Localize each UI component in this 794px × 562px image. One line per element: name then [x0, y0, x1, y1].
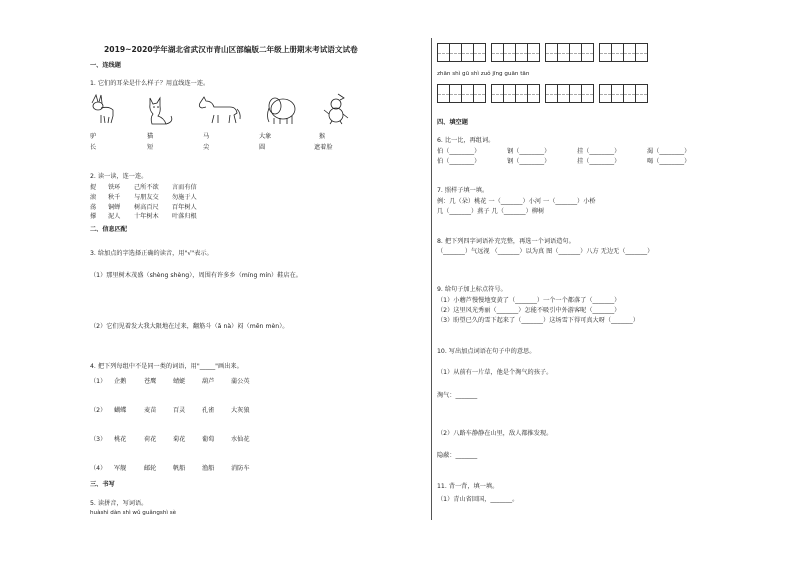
writing-grid-bottom	[437, 84, 648, 103]
question-2-prompt: 2. 读一读，连一连。	[90, 173, 148, 180]
q2-cell: 泥人	[108, 213, 121, 221]
q4-row-1	[90, 378, 250, 386]
animal-name-2: 猫	[147, 133, 154, 140]
q2-cell: 铁环	[108, 184, 121, 191]
q4-cell: 帆船	[173, 465, 186, 472]
q4-cell: 菊花	[173, 436, 186, 443]
q2-cell: 百年树人	[172, 203, 197, 211]
section-heading-4: 四、填空题	[437, 119, 468, 126]
q4-cell: 麦苗	[144, 407, 157, 414]
q4-row-2	[90, 407, 250, 415]
question-3-prompt: 3. 给加点的字选择正确的读音，用"√"表示。	[90, 250, 213, 257]
horse-icon	[196, 95, 242, 125]
q4-cell: 葡萄	[202, 436, 215, 443]
q4-cell: 大灰狼	[231, 407, 250, 414]
question-11-item-1: （1）青山省回国，_______。	[437, 496, 519, 503]
monkey-icon	[320, 92, 352, 126]
q2-cell: 十年树木	[134, 213, 159, 221]
q2-cell: 树高百尺	[134, 203, 159, 211]
q2-cell: 荡	[90, 203, 97, 211]
column-divider	[431, 38, 432, 520]
question-6-prompt: 6. 比一比，再组词。	[437, 137, 495, 144]
writing-grid-top	[437, 43, 648, 62]
question-7-line-1: 例：几（朵）桃花 一（_______）小河 一（_______）小桥	[437, 198, 596, 205]
q4-cell: 水仙花	[231, 436, 250, 443]
q2-row	[90, 183, 197, 193]
question-10-answer-2: 隐蔽：_______	[437, 452, 478, 459]
q6-cell: 渴（________）	[647, 148, 691, 155]
q2-row	[90, 212, 197, 222]
q2-cell: 叶落归根	[172, 213, 197, 221]
q6-cell: 挂（________）	[577, 148, 621, 155]
writing-box[interactable]	[491, 84, 540, 103]
ear-shape-4: 圆	[259, 144, 266, 151]
question-10-item-1: （1）从前有一片草，他是个淘气的孩子。	[437, 369, 553, 376]
question-8-prompt: 8. 把下列四字词语补充完整，再选一个词语造句。	[437, 238, 575, 245]
question-7-line-2: 几（_______）燕子 几（_______）柳树	[437, 208, 545, 215]
q2-cell: 捉	[90, 184, 97, 191]
question-3-item-2: （2）它们见着发大我大限地在过来，翻筋斗（ǎ nà）闷（mēn mèn）。	[90, 323, 289, 330]
question-10-answer-1: 淘气：_______	[437, 392, 478, 399]
q4-cell: （4）	[90, 465, 107, 472]
page-title: 2019~2020学年湖北省武汉市青山区部编版二年级上册期末考试语文试卷	[104, 45, 358, 54]
question-11-prompt: 11. 背一背，填一填。	[437, 483, 499, 490]
q4-cell: （3）	[90, 436, 107, 443]
q4-cell: （1）	[90, 378, 107, 385]
writing-box[interactable]	[437, 43, 486, 62]
question-4-prompt: 4. 把下列每组中不是同一类的词语，用"_____"画出来。	[90, 363, 243, 370]
q2-cell: 勿施于人	[172, 193, 197, 201]
ear-shape-3: 尖	[203, 144, 210, 151]
donkey-icon	[89, 93, 117, 125]
question-5-prompt: 5. 读拼音，写词语。	[90, 500, 148, 507]
ear-shape-5: 遮着脸	[314, 144, 333, 151]
q2-cell: 滚	[90, 193, 97, 201]
q6-cell: 伯（________）	[437, 148, 481, 155]
q4-cell: 蜻蜓	[173, 378, 186, 385]
q2-row	[90, 203, 197, 213]
q4-cell: 企鹅	[114, 378, 127, 385]
question-3-item-1: （1）那里树木茂盛（shèng shèng），周围有许多乡（míng mín）鞋店在。	[90, 272, 302, 279]
q6-cell: 伯（________）	[437, 158, 481, 165]
q4-row-4	[90, 465, 250, 473]
animal-name-1: 驴	[90, 133, 97, 140]
ear-shape-2: 短	[147, 144, 154, 151]
q4-cell: 蝴蝶	[114, 407, 127, 414]
question-9-item-2: （2）这里风光秀丽（_______）怎能不吸引中外游客呢（_______）	[437, 307, 621, 314]
q6-row-1	[437, 148, 690, 156]
question-9-item-1: （1）小蘑芦慢慢地变黄了（_______）一个一个都落了（_______）	[437, 297, 621, 304]
q6-cell: 钢（________）	[507, 148, 551, 155]
q2-cell: 铜蝉	[108, 203, 121, 211]
question-2-table	[90, 183, 197, 222]
question-10-prompt: 10. 写出加点词语在句子中的意思。	[437, 348, 536, 355]
q6-cell: 喝（________）	[647, 158, 691, 165]
question-1-prompt: 1. 它们的耳朵是什么样子？用直线连一连。	[90, 80, 210, 87]
q2-cell: 秋千	[108, 193, 121, 201]
elephant-icon	[263, 94, 299, 126]
q6-row-2	[437, 158, 690, 166]
writing-box[interactable]	[491, 43, 540, 62]
q2-cell: 撑	[90, 213, 97, 221]
q4-cell: 孔雀	[202, 407, 215, 414]
q4-cell: 消防车	[231, 465, 250, 472]
q4-cell: 荷花	[144, 436, 157, 443]
q2-cell: 与朋友交	[134, 193, 159, 201]
q4-cell: 苍鹰	[144, 378, 157, 385]
writing-box[interactable]	[545, 43, 594, 62]
question-9-item-3: （3）盼望已久的雪下起来了（_______）这场雪下得可真大呀（_______）	[437, 317, 639, 324]
q4-cell: 渔船	[202, 465, 215, 472]
q4-cell: 蒲公英	[231, 378, 250, 385]
q4-row-3	[90, 436, 250, 444]
section-heading-2: 二、信息匹配	[90, 226, 128, 233]
q2-cell: 言而有信	[172, 184, 197, 191]
section-heading-3: 三、书写	[90, 481, 115, 488]
q4-cell: 百灵	[173, 407, 186, 414]
cat-icon	[144, 94, 176, 126]
writing-box[interactable]	[437, 84, 486, 103]
section-heading-1: 一、连线题	[90, 62, 121, 69]
writing-box[interactable]	[599, 43, 648, 62]
right-pinyin: zhān shì gū shì zuǒ jīng guān tān	[437, 71, 530, 77]
writing-box[interactable]	[599, 84, 648, 103]
q6-cell: 钢（________）	[507, 158, 551, 165]
q6-cell: 挂（________）	[577, 158, 621, 165]
question-10-item-2: （2）八路车静静在山里，敌人都推发现。	[437, 430, 553, 437]
question-5-pinyin: huàshì dàn shì wǔ guǎngshì sè	[90, 510, 177, 516]
question-9-prompt: 9. 给句子加上标点符号。	[437, 286, 507, 293]
animal-name-4: 大象	[259, 133, 272, 140]
ear-shape-1: 长	[90, 144, 97, 151]
q4-cell: 桃花	[114, 436, 127, 443]
q2-cell: 己所不欲	[134, 184, 159, 191]
q4-cell: 邮轮	[144, 465, 157, 472]
question-8-line: （_______）气远视 （_______）以为真 图（_______）八方 无边无（_______）	[437, 248, 654, 255]
q4-cell: 军舰	[114, 465, 127, 472]
animal-name-5: 猴	[319, 133, 326, 140]
writing-box[interactable]	[545, 84, 594, 103]
q4-cell: （2）	[90, 407, 107, 414]
q4-cell: 葫芦	[202, 378, 215, 385]
animal-name-3: 马	[203, 133, 210, 140]
q2-row	[90, 193, 197, 203]
question-7-prompt: 7. 照样子填一填。	[437, 187, 489, 194]
